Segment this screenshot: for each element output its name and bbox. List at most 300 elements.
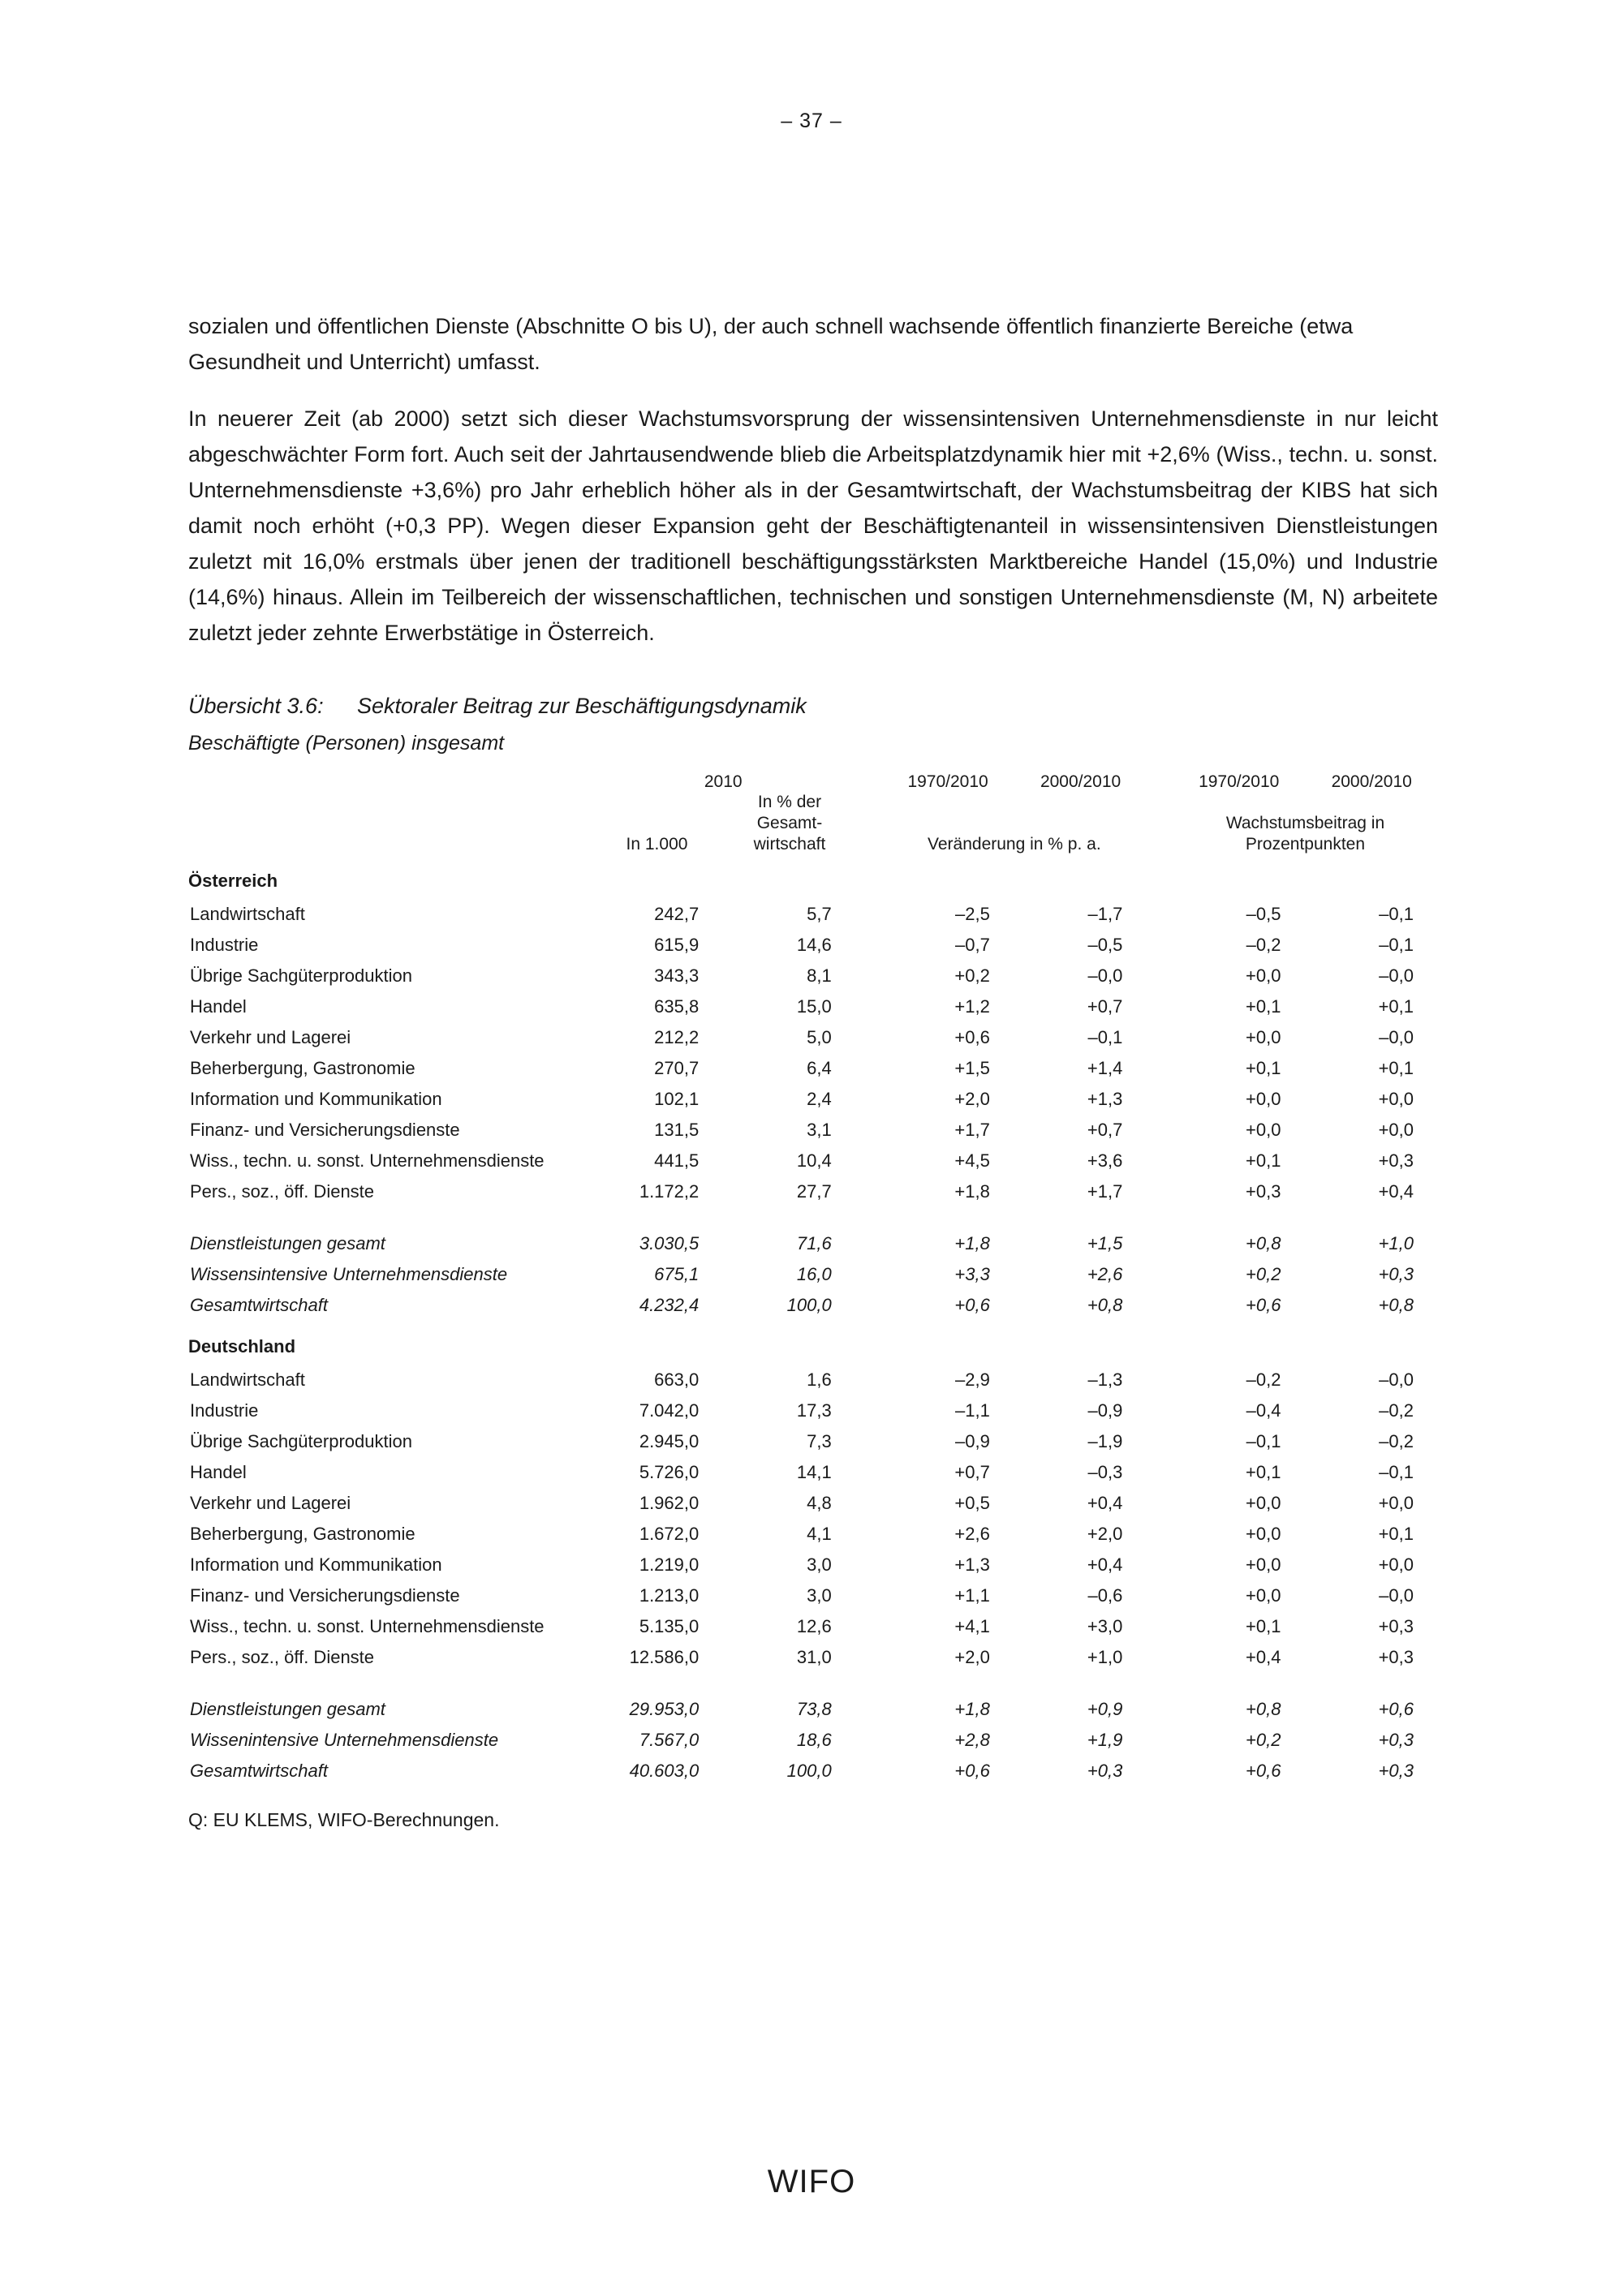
table-cell-value: +2,0: [954, 1089, 990, 1109]
table-cell-value: –2,9: [955, 1369, 990, 1390]
table-cell-value: 5,0: [807, 1027, 832, 1047]
table-gap-cell: [856, 1259, 882, 1290]
table-section-header-cell: [856, 855, 882, 899]
table-cell-value: 1.219,0: [639, 1554, 700, 1575]
table-spacer-cell: [188, 1673, 1438, 1694]
table-caption-label: Übersicht 3.6:: [188, 694, 324, 718]
hdr-change-group: Veränderung in % p. a.: [928, 835, 1101, 853]
table-gap-cell: [1147, 1395, 1173, 1426]
table-cell-value: +0,1: [1246, 996, 1281, 1017]
table-gap-cell: [856, 1395, 882, 1426]
table-gap-cell: [856, 1642, 882, 1673]
table-spacer-row: [188, 1207, 1438, 1228]
table-row: [188, 1228, 1438, 1259]
table-cell-value: +0,7: [954, 1462, 990, 1482]
table-cell-value: +0,0: [1246, 965, 1281, 986]
table-cell-value: +1,8: [954, 1181, 990, 1202]
hdr-in-1000: In 1.000: [626, 835, 688, 853]
table-row-label: Finanz- und Versicherungsdienste: [190, 1120, 460, 1140]
table-cell-value: 615,9: [654, 935, 700, 955]
table-row-label: Verkehr und Lagerei: [190, 1027, 351, 1047]
table-row-label: Landwirtschaft: [190, 904, 305, 924]
table-section-header-cell: [1014, 1321, 1147, 1365]
table-cell-value: +0,1: [1378, 1524, 1414, 1544]
table-gap-cell: [1147, 1694, 1173, 1725]
page-number: – 37 –: [781, 110, 842, 132]
table-cell-value: +1,8: [954, 1699, 990, 1719]
table-gap-cell: [856, 1550, 882, 1580]
table-cell-value: –0,5: [1246, 904, 1281, 924]
table-cell-value: +0,8: [1378, 1295, 1414, 1315]
hdr-1970-2010-a: 1970/2010: [907, 772, 988, 791]
table-cell-value: +1,3: [954, 1554, 990, 1575]
table-spacer-row: [188, 1673, 1438, 1694]
table-header-row-years: [188, 772, 1438, 792]
table-cell-value: +1,1: [954, 1585, 990, 1606]
table-cell-value: 3,0: [807, 1554, 832, 1575]
hdr-2000-2010-a: 2000/2010: [1040, 772, 1121, 791]
table-gap-cell: [1147, 1457, 1173, 1488]
table-gap-cell: [856, 1365, 882, 1395]
source-note: Q: EU KLEMS, WIFO-Berechnungen.: [188, 1809, 500, 1830]
table-cell-value: +0,0: [1378, 1089, 1414, 1109]
table-gap-cell: [1147, 961, 1173, 991]
table-cell-value: +0,8: [1246, 1699, 1281, 1719]
table-cell-value: 15,0: [796, 996, 832, 1017]
table-gap-cell: [1147, 1365, 1173, 1395]
table-section-header-cell: [591, 855, 723, 899]
table-cell-value: +1,7: [954, 1120, 990, 1140]
table-cell-value: +0,7: [1087, 996, 1123, 1017]
table-gap-cell: [856, 1694, 882, 1725]
table-cell-value: +0,8: [1246, 1233, 1281, 1253]
table-cell-value: –1,3: [1087, 1369, 1123, 1390]
table-cell-value: 71,6: [796, 1233, 832, 1253]
table-cell-value: –1,9: [1087, 1431, 1123, 1451]
table-section-header-cell: [1173, 1321, 1305, 1365]
table-cell-value: +0,7: [1087, 1120, 1123, 1140]
hdr-units-empty: [188, 792, 591, 855]
table-cell-value: 270,7: [654, 1058, 700, 1078]
table-gap-cell: [1147, 899, 1173, 930]
table-row: [188, 1580, 1438, 1611]
hdr-empty: [188, 772, 591, 792]
hdr-pct-line1: In % der: [757, 793, 822, 811]
table-row-label: Verkehr und Lagerei: [190, 1493, 351, 1513]
table-row: [188, 1725, 1438, 1756]
table-cell-value: 1,6: [807, 1369, 832, 1390]
table-gap-cell: [856, 1611, 882, 1642]
table-cell-value: –0,2: [1246, 935, 1281, 955]
table-gap-cell: [1147, 1228, 1173, 1259]
table-row: [188, 1053, 1438, 1084]
hdr-pct-line2: Gesamt-: [756, 814, 823, 832]
table-row: [188, 1146, 1438, 1176]
table-row: [188, 1642, 1438, 1673]
table-subcaption: Beschäftigte (Personen) insgesamt: [188, 732, 505, 755]
table-section-header-cell: [1147, 1321, 1173, 1365]
table-row: [188, 1084, 1438, 1115]
table-row: [188, 899, 1438, 930]
table-cell-value: 4,1: [807, 1524, 832, 1544]
table-cell-value: 8,1: [807, 965, 832, 986]
table-cell-value: –0,0: [1379, 1585, 1414, 1606]
table-cell-value: 100,0: [786, 1295, 832, 1315]
table-cell-value: +0,3: [1378, 1264, 1414, 1284]
table-gap-cell: [1147, 1488, 1173, 1519]
table-cell-value: 7.042,0: [639, 1400, 700, 1421]
table-gap-cell: [1147, 1519, 1173, 1550]
table-cell-value: 1.213,0: [639, 1585, 700, 1606]
table-cell-value: +1,4: [1087, 1058, 1123, 1078]
table-cell-value: –0,1: [1087, 1027, 1123, 1047]
table-cell-value: 27,7: [796, 1181, 832, 1202]
sectoral-employment-table: [188, 772, 1438, 1786]
table-cell-value: 663,0: [654, 1369, 700, 1390]
table-gap-cell: [856, 1426, 882, 1457]
table-cell-value: +0,0: [1378, 1120, 1414, 1140]
table-cell-value: +3,3: [954, 1264, 990, 1284]
table-row: [188, 1694, 1438, 1725]
table-gap-cell: [1147, 1084, 1173, 1115]
table-gap-cell: [1147, 1642, 1173, 1673]
table-cell-value: +0,1: [1246, 1462, 1281, 1482]
table-row-label: Dienstleistungen gesamt: [190, 1233, 385, 1253]
table-row: [188, 961, 1438, 991]
table-gap-cell: [1147, 1146, 1173, 1176]
table-cell-value: 675,1: [654, 1264, 700, 1284]
table-row-label: Übrige Sachgüterproduktion: [190, 965, 412, 986]
table-cell-value: 1.962,0: [639, 1493, 700, 1513]
table-cell-value: 2,4: [807, 1089, 832, 1109]
wifo-logo: WIFO: [767, 2164, 856, 2199]
table-header-row-units: [188, 792, 1438, 855]
table-cell-value: –2,5: [955, 904, 990, 924]
table-section-name: Österreich: [188, 871, 278, 891]
table-gap-cell: [1147, 1426, 1173, 1457]
table-row-label: Gesamtwirtschaft: [190, 1761, 328, 1781]
table-gap-cell: [1147, 1022, 1173, 1053]
table-cell-value: 40.603,0: [629, 1761, 700, 1781]
table-cell-value: +1,7: [1087, 1181, 1123, 1202]
table-cell-value: 10,4: [796, 1150, 832, 1171]
table-cell-value: +0,0: [1246, 1120, 1281, 1140]
paragraph-2: In neuerer Zeit (ab 2000) setzt sich dieser Wachstumsvorsprung der wissensintensiven Unternehmensdienste in nur leicht abgeschwächter Form fort. Auch seit der Jahrtausendwende blieb die Arbeitsplatzdynamik hier mit +2,6% (Wiss., techn. u. sonst. Unternehmensdienste +3,6%) pro Jahr erheblich höher als in der Gesamtwirtschaft, der Wachstumsbeitrag der KIBS hat sich damit noch erhöht (+0,3 PP). Wegen dieser Expansion geht der Beschäftigtenanteil in wissensintensiven Dienstleistungen zuletzt mit 16,0% erstmals über jenen der traditionell beschäftigungsstärksten Marktbereiche Handel (15,0%) und Industrie (14,6%) hinaus. Allein im Teilbereich der wissenschaftlichen, technischen und sonstigen Unternehmensdienste (M, N) arbeitete zuletzt jeder zehnte Erwerbstätige in Österreich.: [188, 406, 1438, 645]
table-gap-cell: [856, 1519, 882, 1550]
hdr-2000-2010-b: 2000/2010: [1331, 772, 1412, 791]
table-row-label: Landwirtschaft: [190, 1369, 305, 1390]
table-row: [188, 1519, 1438, 1550]
table-cell-value: +0,2: [954, 965, 990, 986]
table-cell-value: +4,5: [954, 1150, 990, 1171]
hdr-2010: 2010: [704, 772, 743, 791]
table-cell-value: –0,0: [1379, 1027, 1414, 1047]
hdr-pct-line3: wirtschaft: [753, 835, 826, 853]
table-section-header-cell: [856, 1321, 882, 1365]
table-gap-cell: [856, 1580, 882, 1611]
table-section-header: [188, 1321, 1438, 1365]
table-cell-value: 3.030,5: [639, 1233, 700, 1253]
page-content: [188, 308, 1438, 1831]
table-cell-value: +0,9: [1087, 1699, 1123, 1719]
table-gap-cell: [856, 1756, 882, 1786]
hdr-contrib-line1: Wachstumsbeitrag in: [1225, 814, 1385, 832]
table-cell-value: +1,9: [1087, 1730, 1123, 1750]
table-cell-value: –0,7: [955, 935, 990, 955]
table-cell-value: +0,1: [1378, 996, 1414, 1017]
table-row-label: Übrige Sachgüterproduktion: [190, 1431, 412, 1451]
table-row: [188, 1426, 1438, 1457]
table-gap-cell: [1147, 991, 1173, 1022]
table-cell-value: +0,6: [954, 1295, 990, 1315]
table-row-label: Industrie: [190, 1400, 259, 1421]
table-cell-value: +0,0: [1246, 1027, 1281, 1047]
table-row-label: Wiss., techn. u. sonst. Unternehmensdienste: [190, 1616, 545, 1636]
table-spacer-cell: [188, 1207, 1438, 1228]
hdr-units-gap2: [1147, 792, 1173, 855]
table-cell-value: +0,4: [1087, 1493, 1123, 1513]
table-cell-value: +0,6: [1246, 1761, 1281, 1781]
table-cell-value: –0,3: [1087, 1462, 1123, 1482]
table-cell-value: +0,6: [1378, 1699, 1414, 1719]
table-cell-value: –0,9: [955, 1431, 990, 1451]
table-cell-value: +0,6: [954, 1027, 990, 1047]
table-cell-value: +0,0: [1378, 1554, 1414, 1575]
table-cell-value: 1.672,0: [639, 1524, 700, 1544]
table-gap-cell: [856, 1488, 882, 1519]
hdr-gap1: [856, 772, 882, 792]
table-section-header: [188, 855, 1438, 899]
table-gap-cell: [856, 930, 882, 961]
table-cell-value: –0,2: [1246, 1369, 1281, 1390]
table-cell-value: 18,6: [796, 1730, 832, 1750]
table-cell-value: 16,0: [796, 1264, 832, 1284]
table-row-label: Wissensintensive Unternehmensdienste: [190, 1264, 508, 1284]
table-cell-value: –0,1: [1246, 1431, 1281, 1451]
table-row: [188, 930, 1438, 961]
table-row-label: Handel: [190, 996, 247, 1017]
table-row: [188, 1290, 1438, 1321]
table-cell-value: +1,2: [954, 996, 990, 1017]
table-row: [188, 1488, 1438, 1519]
table-cell-value: –0,0: [1379, 1369, 1414, 1390]
table-gap-cell: [856, 961, 882, 991]
paragraph-1: sozialen und öffentlichen Dienste (Abschnitte O bis U), der auch schnell wachsende öffentlich finanzierte Bereiche (etwa Gesundheit und Unterricht) umfasst.: [188, 314, 1354, 374]
table-cell-value: 73,8: [796, 1699, 832, 1719]
table-gap-cell: [856, 1725, 882, 1756]
table-cell-value: –0,2: [1379, 1431, 1414, 1451]
table-cell-value: +0,0: [1246, 1493, 1281, 1513]
table-cell-value: 29.953,0: [629, 1699, 700, 1719]
table-cell-value: +0,8: [1087, 1295, 1123, 1315]
table-row-label: Finanz- und Versicherungsdienste: [190, 1585, 460, 1606]
table-cell-value: –0,9: [1087, 1400, 1123, 1421]
table-cell-value: +0,2: [1246, 1730, 1281, 1750]
hdr-contrib-group: [1173, 792, 1438, 855]
table-section-header-cell: [1305, 855, 1438, 899]
table-section-header-cell: [881, 855, 1014, 899]
table-cell-value: 6,4: [807, 1058, 832, 1078]
table-cell-value: 5.726,0: [639, 1462, 700, 1482]
table-gap-cell: [1147, 1053, 1173, 1084]
table-cell-value: –0,1: [1379, 1462, 1414, 1482]
table-cell-value: +2,8: [954, 1730, 990, 1750]
table-section-header-cell: [881, 1321, 1014, 1365]
table-cell-value: +0,0: [1246, 1089, 1281, 1109]
table-cell-value: –0,1: [1379, 904, 1414, 924]
table-gap-cell: [856, 1176, 882, 1207]
table-row: [188, 1756, 1438, 1786]
table-cell-value: +3,6: [1087, 1150, 1123, 1171]
table-cell-value: +1,5: [1087, 1233, 1123, 1253]
table-section-header-cell: [1173, 855, 1305, 899]
table-cell-value: +2,0: [954, 1647, 990, 1667]
table-cell-value: 12.586,0: [629, 1647, 700, 1667]
table-cell-value: +1,0: [1087, 1647, 1123, 1667]
table-gap-cell: [1147, 1550, 1173, 1580]
table-gap-cell: [856, 1290, 882, 1321]
table-gap-cell: [856, 1457, 882, 1488]
table-cell-value: –1,1: [955, 1400, 990, 1421]
table-cell-value: +0,1: [1246, 1616, 1281, 1636]
table-cell-value: +1,8: [954, 1233, 990, 1253]
table-cell-value: +2,0: [1087, 1524, 1123, 1544]
table-row: [188, 1259, 1438, 1290]
table-cell-value: +0,3: [1087, 1761, 1123, 1781]
table-cell-value: 2.945,0: [639, 1431, 700, 1451]
table-cell-value: +4,1: [954, 1616, 990, 1636]
table-cell-value: +0,3: [1378, 1761, 1414, 1781]
table-row: [188, 1176, 1438, 1207]
table-cell-value: +1,0: [1378, 1233, 1414, 1253]
table-section-name: Deutschland: [188, 1336, 296, 1357]
table-cell-value: +0,3: [1378, 1150, 1414, 1171]
table-gap-cell: [856, 1228, 882, 1259]
table-gap-cell: [856, 1022, 882, 1053]
table-cell-value: 17,3: [796, 1400, 832, 1421]
table-cell-value: +0,4: [1246, 1647, 1281, 1667]
hdr-1970-2010-b: 1970/2010: [1199, 772, 1280, 791]
table-row-label: Gesamtwirtschaft: [190, 1295, 328, 1315]
table-cell-value: –0,0: [1087, 965, 1123, 986]
table-cell-value: +1,3: [1087, 1089, 1123, 1109]
table-cell-value: –0,1: [1379, 935, 1414, 955]
table-cell-value: 102,1: [654, 1089, 700, 1109]
table-cell-value: 212,2: [654, 1027, 700, 1047]
table-cell-value: 5,7: [807, 904, 832, 924]
hdr-units-gap1: [856, 792, 882, 855]
table-cell-value: +3,0: [1087, 1616, 1123, 1636]
table-gap-cell: [1147, 1756, 1173, 1786]
hdr-gap2: [1147, 772, 1173, 792]
table-row: [188, 1550, 1438, 1580]
table-section-header-cell: [1147, 855, 1173, 899]
table-cell-value: 7,3: [807, 1431, 832, 1451]
table-cell-value: –1,7: [1087, 904, 1123, 924]
table-row-label: Handel: [190, 1462, 247, 1482]
table-gap-cell: [856, 991, 882, 1022]
table-gap-cell: [856, 899, 882, 930]
table-section-header-cell: [1014, 855, 1147, 899]
table-cell-value: +0,0: [1378, 1493, 1414, 1513]
table-row-label: Industrie: [190, 935, 259, 955]
table-cell-value: +0,4: [1087, 1554, 1123, 1575]
table-cell-value: 3,0: [807, 1585, 832, 1606]
table-cell-value: +2,6: [1087, 1264, 1123, 1284]
table-caption: [188, 690, 1438, 722]
table-gap-cell: [1147, 1580, 1173, 1611]
table-row: [188, 1457, 1438, 1488]
table-section-header-cell: [1305, 1321, 1438, 1365]
table-section-header-cell: [723, 1321, 855, 1365]
table-cell-value: +0,6: [954, 1761, 990, 1781]
table-row-label: Information und Kommunikation: [190, 1554, 442, 1575]
table-cell-value: 14,1: [796, 1462, 832, 1482]
table-row: [188, 991, 1438, 1022]
table-cell-value: +0,0: [1246, 1524, 1281, 1544]
table-cell-value: 131,5: [654, 1120, 700, 1140]
table-row-label: Beherbergung, Gastronomie: [190, 1524, 415, 1544]
table-cell-value: 31,0: [796, 1647, 832, 1667]
table-cell-value: +0,3: [1378, 1730, 1414, 1750]
table-gap-cell: [856, 1115, 882, 1146]
table-cell-value: –0,0: [1379, 965, 1414, 986]
table-gap-cell: [1147, 930, 1173, 961]
table-cell-value: +0,3: [1378, 1647, 1414, 1667]
table-gap-cell: [1147, 1290, 1173, 1321]
table-row-label: Information und Kommunikation: [190, 1089, 442, 1109]
table-cell-value: +0,6: [1246, 1295, 1281, 1315]
table-cell-value: +0,1: [1246, 1150, 1281, 1171]
table-cell-value: +0,5: [954, 1493, 990, 1513]
table-cell-value: +0,3: [1378, 1616, 1414, 1636]
table-row: [188, 1365, 1438, 1395]
table-row: [188, 1022, 1438, 1053]
table-gap-cell: [1147, 1725, 1173, 1756]
table-cell-value: +0,2: [1246, 1264, 1281, 1284]
table-gap-cell: [1147, 1611, 1173, 1642]
table-cell-value: +1,5: [954, 1058, 990, 1078]
table-caption-title: Sektoraler Beitrag zur Beschäftigungsdynamik: [357, 694, 807, 718]
hdr-contrib-line2: Prozentpunkten: [1245, 835, 1366, 853]
table-gap-cell: [1147, 1259, 1173, 1290]
table-row: [188, 1611, 1438, 1642]
table-cell-value: +0,3: [1246, 1181, 1281, 1202]
table-cell-value: 242,7: [654, 904, 700, 924]
table-row-label: Pers., soz., öff. Dienste: [190, 1181, 375, 1202]
table-gap-cell: [856, 1053, 882, 1084]
table-row: [188, 1395, 1438, 1426]
table-cell-value: 343,3: [654, 965, 700, 986]
table-row-label: Wissenintensive Unternehmensdienste: [190, 1730, 499, 1750]
table-row-label: Pers., soz., öff. Dienste: [190, 1647, 375, 1667]
table-cell-value: 4,8: [807, 1493, 832, 1513]
table-section-header-cell: [591, 1321, 723, 1365]
table-cell-value: –0,4: [1246, 1400, 1281, 1421]
table-cell-value: 5.135,0: [639, 1616, 700, 1636]
table-cell-value: 14,6: [796, 935, 832, 955]
table-cell-value: 635,8: [654, 996, 700, 1017]
table-cell-value: –0,5: [1087, 935, 1123, 955]
table-cell-value: 1.172,2: [639, 1181, 700, 1202]
table-cell-value: +0,0: [1246, 1585, 1281, 1606]
table-gap-cell: [1147, 1176, 1173, 1207]
table-cell-value: –0,6: [1087, 1585, 1123, 1606]
table-cell-value: +0,4: [1378, 1181, 1414, 1202]
table-row-label: Dienstleistungen gesamt: [190, 1699, 385, 1719]
hdr-pct-share: [723, 792, 855, 855]
table-cell-value: +2,6: [954, 1524, 990, 1544]
